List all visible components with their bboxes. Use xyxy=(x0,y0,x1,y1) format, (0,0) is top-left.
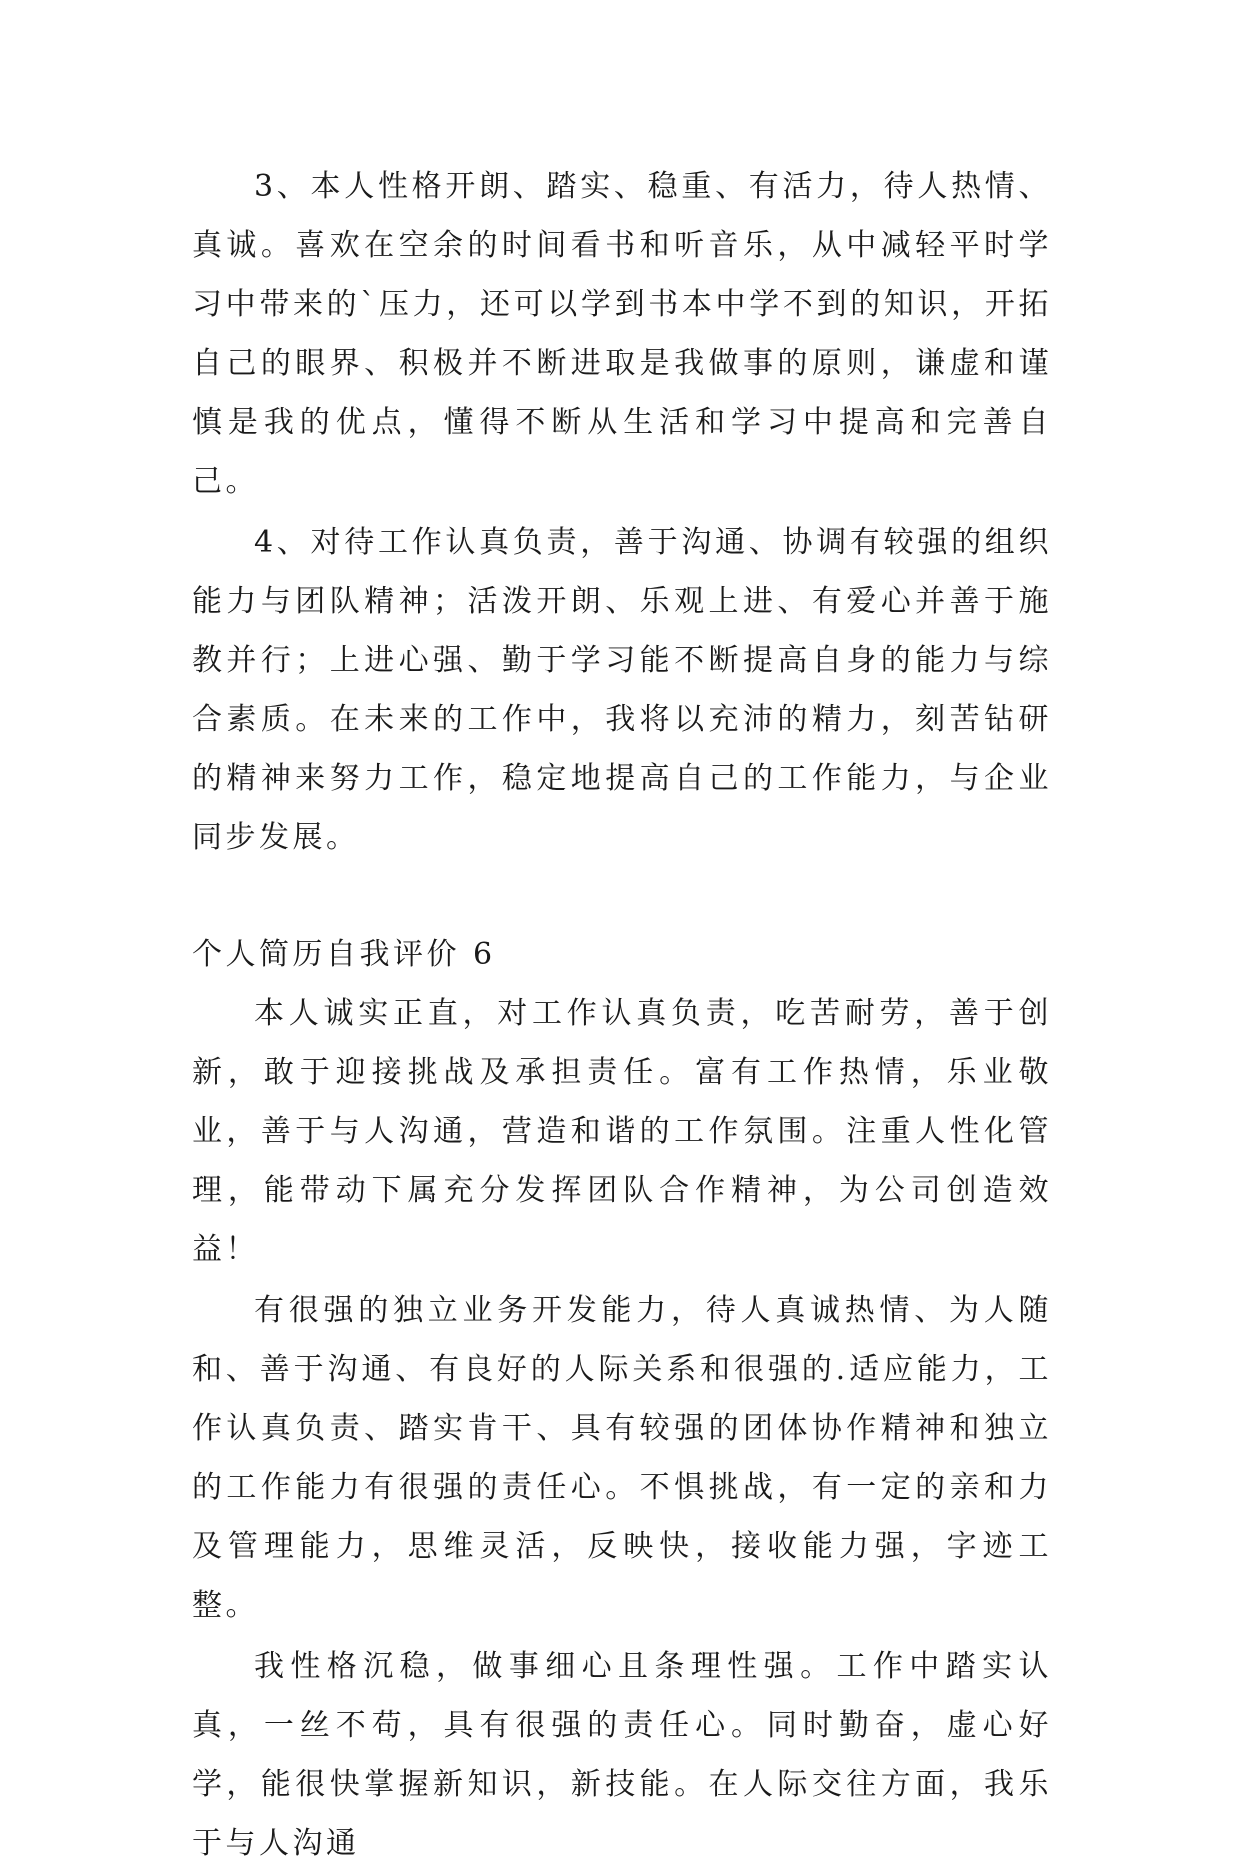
section-heading: 个人简历自我评价 6 xyxy=(192,937,496,972)
paragraph-self-evaluation-1: 本人诚实正直，对工作认真负责，吃苦耐劳，善于创新，敢于迎接挑战及承担责任。富有工作热情，乐业敬业，善于与人沟通，营造和谐的工作氛围。注重人性化管理，能带动下属充分发挥团队合作精神，为公司创造效益！ xyxy=(192,996,1052,1267)
paragraph-item-3: 3、本人性格开朗、踏实、稳重、有活力，待人热情、真诚。喜欢在空余的时间看书和听音乐，从中减轻平时学习中带来的`压力，还可以学到书本中学不到的知识，开拓自己的眼界、积极并不断进取是我做事的原则，谦虚和谨慎是我的优点，懂得不断从生活和学习中提高和完善自己。 xyxy=(192,169,1052,499)
paragraph-item-4: 4、对待工作认真负责，善于沟通、协调有较强的组织能力与团队精神；活泼开朗、乐观上进、有爱心并善于施教并行；上进心强、勤于学习能不断提高自身的能力与综合素质。在未来的工作中，我将以充沛的精力，刻苦钻研的精神来努力工作，稳定地提高自己的工作能力，与企业同步发展。 xyxy=(192,525,1052,855)
document-body xyxy=(192,157,1052,1873)
paragraph-self-evaluation-3: 我性格沉稳，做事细心且条理性强。工作中踏实认真，一丝不苟，具有很强的责任心。同时勤奋，虚心好学，能很快掌握新知识，新技能。在人际交往方面，我乐于与人沟通 xyxy=(192,1649,1052,1861)
paragraph-self-evaluation-2: 有很强的独立业务开发能力，待人真诚热情、为人随和、善于沟通、有良好的人际关系和很强的.适应能力，工作认真负责、踏实肯干、具有较强的团体协作精神和独立的工作能力有很强的责任心。不惧挑战，有一定的亲和力及管理能力，思维灵活，反映快，接收能力强，字迹工整。 xyxy=(192,1293,1052,1623)
